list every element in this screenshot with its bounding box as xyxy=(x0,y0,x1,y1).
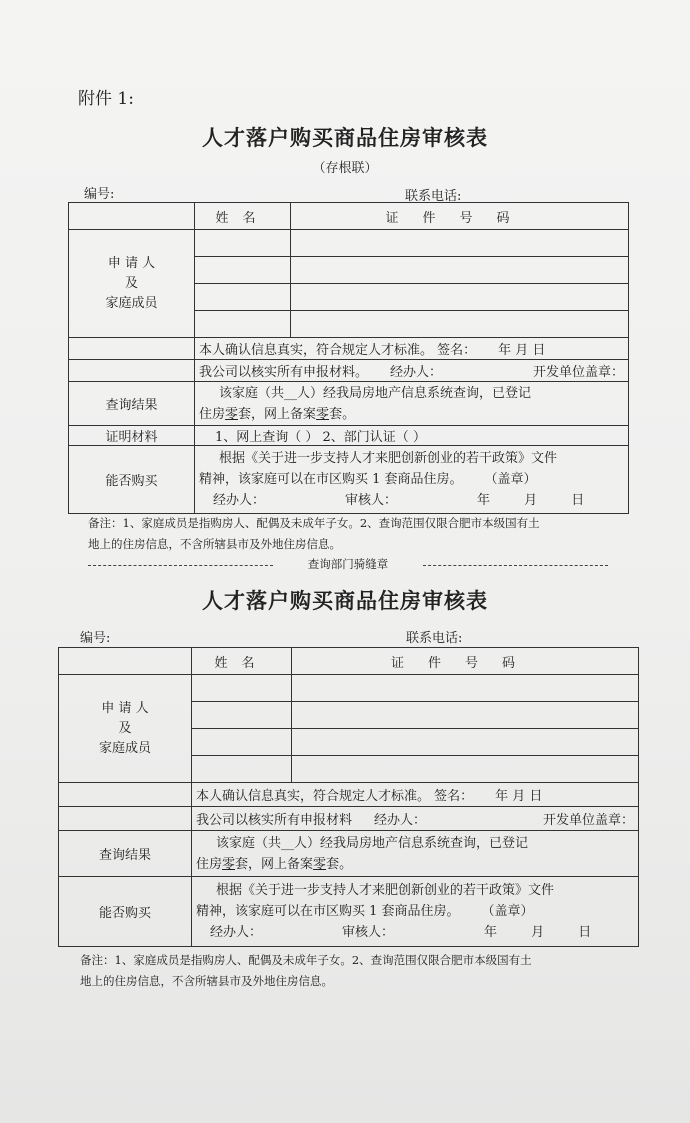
form1-number-label: 编号: xyxy=(84,187,115,202)
form2-name-cell[interactable] xyxy=(192,675,292,702)
form2-table xyxy=(58,647,639,947)
form1-blank-cell xyxy=(69,338,195,360)
form2-phone-label: 联系电话: xyxy=(406,631,463,646)
form1-proof-text: 1、网上查询（ ） 2、部门认证（ ） xyxy=(195,426,629,446)
form2-confirm-row: 本人确认信息真实，符合规定人才标准。 签名： 年 月 日 xyxy=(192,783,639,807)
form1-company-row: 我公司以核实所有申报材料。 经办人： 开发单位盖章： xyxy=(195,360,629,382)
form1-corner-cell xyxy=(69,203,195,230)
form1-eligible-text: 根据《关于进一步支持人才来肥创新创业的若干政策》文件 精神，该家庭可以在市区购买 1 套商品住房。 （盖章） 经办人： 审核人： 年 月 日 xyxy=(195,446,629,514)
form1-col-id: 证件号码 xyxy=(291,203,629,230)
form2-query-label: 查询结果 xyxy=(59,831,192,877)
form1-name-cell[interactable] xyxy=(195,230,291,257)
form1-query-label: 查询结果 xyxy=(69,382,195,426)
form2-name-cell[interactable] xyxy=(192,729,292,756)
attachment-label: 附件 1: xyxy=(78,89,134,109)
form1-id-cell[interactable] xyxy=(291,257,629,284)
form1-name-cell[interactable] xyxy=(195,284,291,311)
form1-id-cell[interactable] xyxy=(291,284,629,311)
form2-id-cell[interactable] xyxy=(292,675,639,702)
form1-subtitle: （存根联） xyxy=(312,161,378,176)
form1-id-cell[interactable] xyxy=(291,311,629,338)
form1-blank-cell xyxy=(69,360,195,382)
form1-proof-label: 证明材料 xyxy=(69,426,195,446)
form2-col-id: 证件号码 xyxy=(292,648,639,675)
form2-eligible-text: 根据《关于进一步支持人才来肥创新创业的若干政策》文件 精神，该家庭可以在市区购买 1 套商品住房。 （盖章） 经办人： 审核人： 年 月 日 xyxy=(192,877,639,947)
form2-corner-cell xyxy=(59,648,192,675)
form1-eligible-label: 能否购买 xyxy=(69,446,195,514)
form1-name-cell[interactable] xyxy=(195,257,291,284)
form1-title: 人才落户购买商品住房审核表 xyxy=(202,125,488,150)
form1-id-cell[interactable] xyxy=(291,230,629,257)
form2-note: 备注：1、家庭成员是指购房人、配偶及未成年子女。2、查询范围仅限合肥市本级国有土 地上的住房信息，不含所辖县市及外地住房信息。 xyxy=(80,953,532,988)
seam-stamp-line: 查询部门骑缝章 xyxy=(88,556,608,572)
form2-company-row: 我公司以核实所有申报材料 经办人： 开发单位盖章： xyxy=(192,807,639,831)
form1-confirm-row: 本人确认信息真实，符合规定人才标准。 签名： 年 月 日 xyxy=(195,338,629,360)
form2-number-label: 编号: xyxy=(80,631,111,646)
form2-applicant-label: 申 请 人 及 家庭成员 xyxy=(59,675,192,783)
form2-blank-cell xyxy=(59,783,192,807)
form2-id-cell[interactable] xyxy=(292,729,639,756)
form2-query-text: 该家庭（共__人）经我局房地产信息系统查询，已登记 住房零套，网上备案零套。 xyxy=(192,831,639,877)
form2-name-cell[interactable] xyxy=(192,702,292,729)
form1-note: 备注：1、家庭成员是指购房人、配偶及未成年子女。2、查询范围仅限合肥市本级国有土 地上的住房信息，不含所辖县市及外地住房信息。 xyxy=(88,516,540,551)
form1-phone-label: 联系电话: xyxy=(405,189,462,204)
form2-col-name: 姓名 xyxy=(192,648,292,675)
form1-table xyxy=(68,202,629,514)
form1-query-text: 该家庭（共__人）经我局房地产信息系统查询，已登记 住房零套，网上备案零套。 xyxy=(195,382,629,426)
form2-title: 人才落户购买商品住房审核表 xyxy=(202,588,488,613)
form2-name-cell[interactable] xyxy=(192,756,292,783)
form2-blank-cell xyxy=(59,807,192,831)
form1-col-name: 姓名 xyxy=(195,203,291,230)
form2-id-cell[interactable] xyxy=(292,702,639,729)
form2-eligible-label: 能否购买 xyxy=(59,877,192,947)
form2-id-cell[interactable] xyxy=(292,756,639,783)
form1-applicant-label: 申 请 人 及 家庭成员 xyxy=(69,230,195,338)
form1-name-cell[interactable] xyxy=(195,311,291,338)
